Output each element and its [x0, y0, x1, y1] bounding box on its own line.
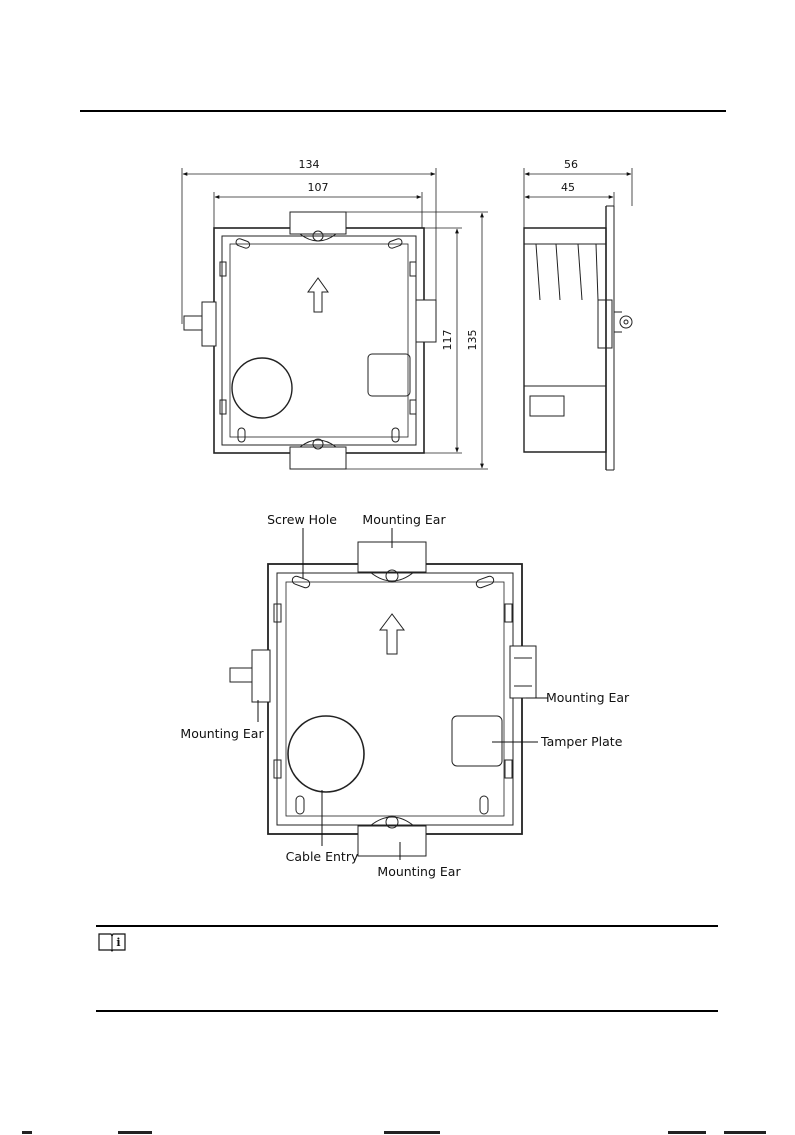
cropped-footer-fragments: [0, 1128, 795, 1135]
note-bottom-rule: [96, 1010, 718, 1012]
side-view: [524, 206, 632, 470]
side-dimension-lines: [524, 168, 632, 228]
label-mounting-ear-bottom: Mounting Ear: [377, 864, 461, 879]
dim-front-inner-width: 107: [307, 181, 329, 194]
front-dimension-view: [184, 212, 436, 469]
label-tamper-plate: Tamper Plate: [541, 734, 623, 749]
dim-side-total-depth: 56: [564, 158, 578, 171]
dim-front-total-width: 134: [298, 158, 320, 171]
label-mounting-ear-left: Mounting Ear: [180, 726, 264, 741]
label-cable-entry: Cable Entry: [285, 849, 359, 864]
label-screw-hole: Screw Hole: [267, 512, 337, 527]
label-mounting-ear-right: Mounting Ear: [546, 690, 630, 705]
svg-text:i: i: [116, 936, 121, 949]
note-book-info-icon: [98, 932, 126, 952]
note-top-rule: [96, 925, 718, 927]
dim-front-total-height: 135: [466, 329, 479, 351]
dim-side-inner-depth: 45: [561, 181, 575, 194]
label-mounting-ear-top: Mounting Ear: [362, 512, 446, 527]
dim-front-inner-height: 117: [441, 329, 454, 351]
labeled-view: [230, 542, 536, 856]
